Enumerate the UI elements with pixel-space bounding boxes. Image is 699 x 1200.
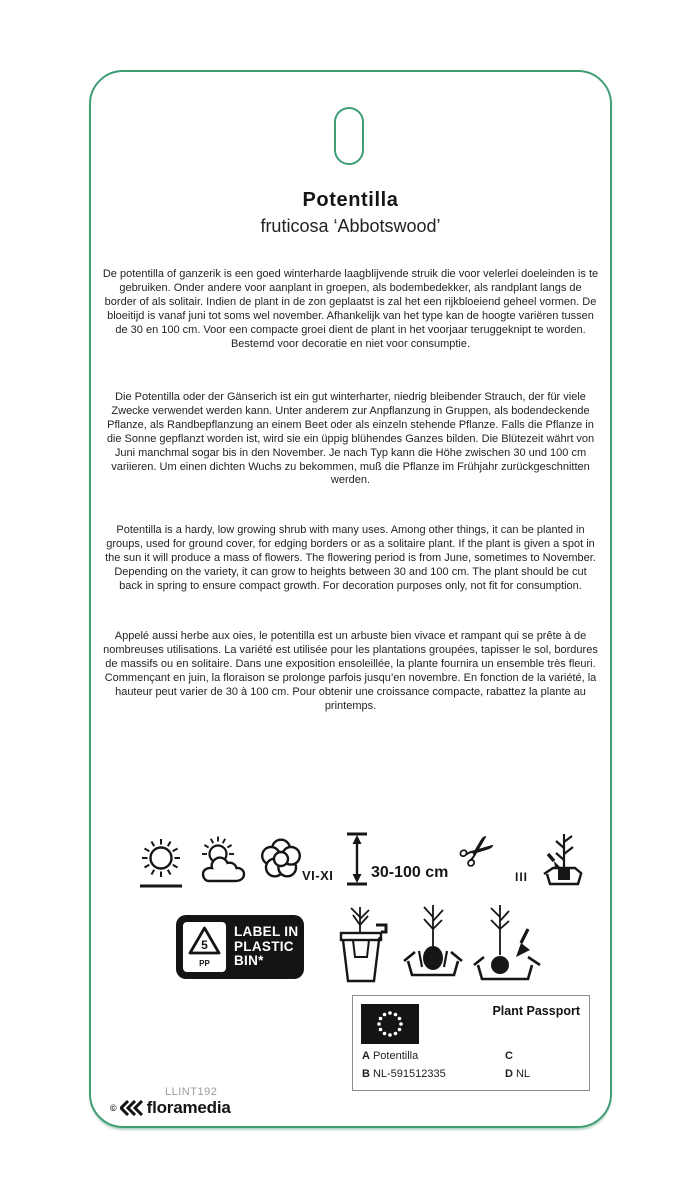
full-sun-icon: [137, 832, 185, 890]
recycling-symbol: [183, 922, 226, 972]
care-icon-row: [91, 820, 610, 900]
plant-genus-title: Potentilla: [302, 189, 399, 211]
cutting-plant-icon: [540, 832, 584, 888]
label-disposal-badge: [176, 915, 304, 979]
plant-variety-subtitle: fruticosa ‘Abbotswood’: [260, 216, 441, 236]
brand-name: floramedia: [146, 1098, 231, 1117]
height-range-label: 30-100 cm: [371, 864, 449, 881]
copyright-icon: ©: [110, 1103, 117, 1113]
floramedia-logo: [110, 1098, 231, 1118]
watering-pot-icon: [328, 903, 396, 987]
description-french: Appelé aussi herbe aux oies, le potentilla est un arbuste bien vivace et rampant qui se prête à de nombreuses utilisations. La variété est utilisée pour les plantations groupées, tapisser le sol, bordures de massifs ou en solitaire. Dans une exposition ensoleillée, la plante fournira un ensemble très fleuri. Commençant en juin, la floraison se prolonge parfois jusqu’en novembre. En fonction de la variété, la hauteur peut varier de 30 à 100 cm. Pour obtenir une croissance compacte, rabattez la plante au printemps.: [103, 630, 598, 712]
print-code: LLINT192: [165, 1086, 218, 1098]
partial-shade-icon: [196, 834, 250, 888]
rootball-in-hole-icon: [400, 903, 466, 987]
svg-text:PP: PP: [199, 959, 210, 968]
passport-row-d: D NL: [505, 1068, 531, 1080]
pruning-month-label: III: [515, 870, 529, 884]
passport-row-a: A Potentilla: [362, 1050, 419, 1062]
svg-text:5: 5: [201, 938, 208, 952]
planting-with-trowel-icon: [470, 903, 544, 987]
passport-title: Plant Passport: [492, 1004, 580, 1018]
eu-flag-icon: [361, 1004, 419, 1044]
flower-icon: [258, 836, 304, 882]
passport-row-c: C: [505, 1050, 513, 1062]
pruning-shears-icon: ✂: [447, 820, 509, 884]
leaf-mark-icon: [120, 1100, 144, 1116]
height-icon: [345, 830, 369, 888]
description-dutch: De potentilla of ganzerik is een goed winterharde laagblijvende struik die voor velerlei doeleinden is te gebruiken. Onder andere voor aanplant in groepen, als bodembedekker, als randplant langs de border of als solitair. Indien de plant in de zon geplaatst is zal het een rijkbloeiend geheel vormen. De bloeitijd is vanaf juni tot soms wel november. Afhankelijk van het type kan de hoogte variëren tussen de 30 en 100 cm. Voor een compacte groei dient de plant in het voorjaar teruggeknipt te worden. Bestemd voor decoratie en niet voor consumptie.: [102, 268, 599, 350]
flowering-period-label: VI-XI: [302, 868, 334, 883]
description-german: Die Potentilla oder der Gänserich ist ein gut winterharter, niedrig bleibender Strauch, der für viele Zwecke verwendet werden kann. Unter anderem zur Anpflanzung in Gruppen, als bodendeckende Pflanze, als Randbepflanzung an einem Beet oder als einzeln stehende Pflanze. Falls die Pflanze in die Sonne gepflanzt worden ist, wird sie ein üppig blühendes Ganzes bilden. Die Blütezeit währt von Juni manchmal sogar bis in den November. Je nach Typ kann die Höhe zwischen 30 und 100 cm variieren. Um einen dichten Wuchs zu bekommen, muß die Pflanze im Frühjahr zurückgeschnitten werden.: [106, 391, 595, 487]
description-english: Potentilla is a hardy, low growing shrub with many uses. Among other things, it can be planted in groups, used for ground cover, for edging borders or as a solitaire plant. If the plant is given a spot in the sun it will produce a mass of flowers. The flowering period is from June, sometimes to November. Depending on the variety, it can grow to heights between 30 and 100 cm. The plant should be cut back in spring to ensure compact growth. For decoration purposes only, not fit for consumption.: [105, 524, 596, 592]
disposal-instruction-text: LABEL IN PLASTIC BIN*: [234, 924, 299, 968]
plant-label-card: [89, 70, 612, 1128]
hanger-hole: [334, 107, 364, 165]
plant-passport-box: [352, 995, 590, 1091]
passport-row-b: B NL-591512335: [362, 1068, 446, 1080]
